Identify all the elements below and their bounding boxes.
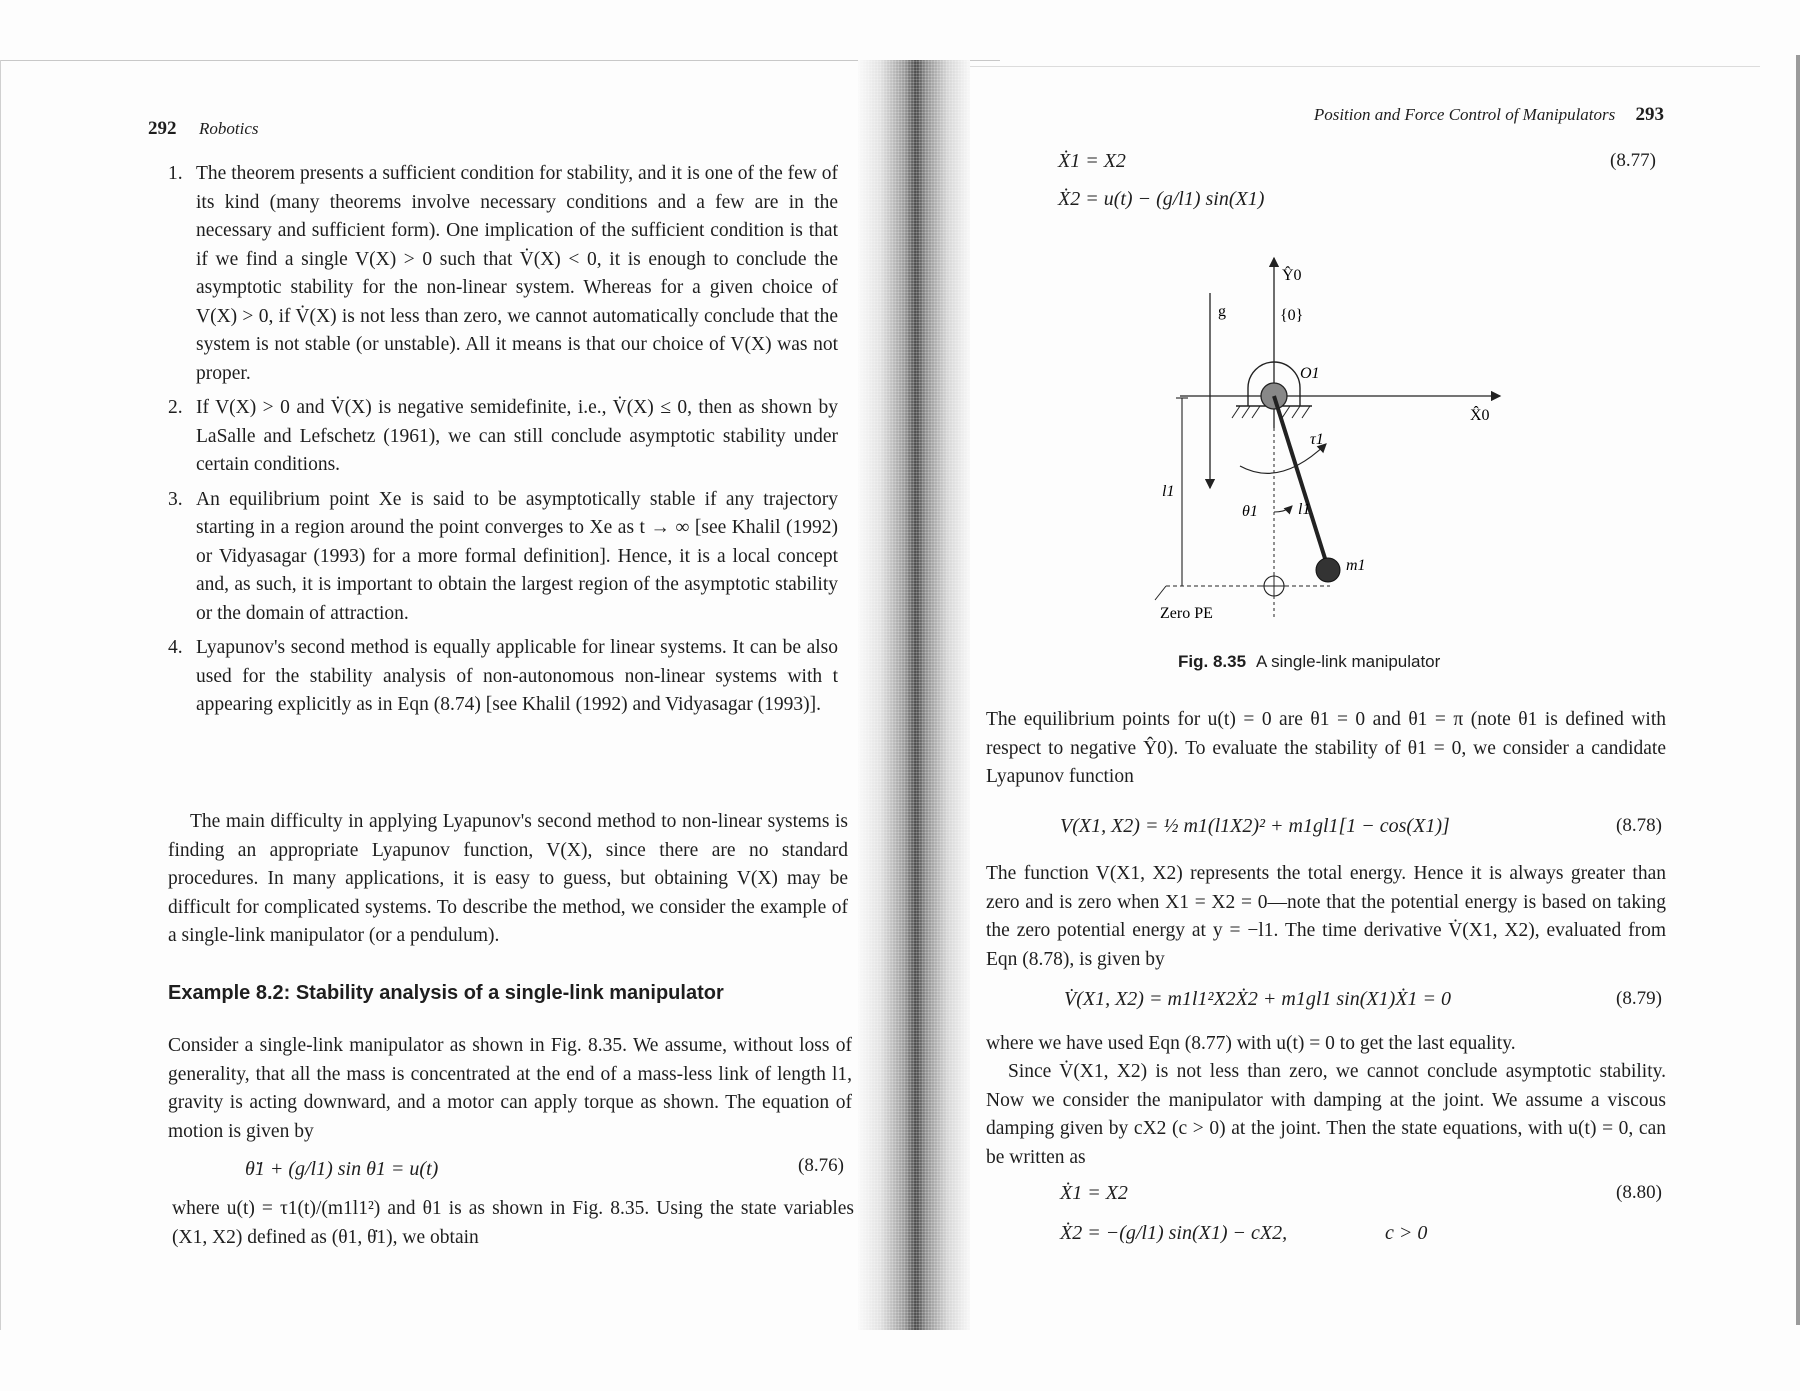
running-title: Position and Force Control of Manipulators [1313, 105, 1616, 124]
list-item [168, 486, 838, 629]
equation-8-79: V̇(X1, X2) = m1l1²X2Ẋ2 + m1gl1 sin(X1)Ẋ1 = 0 [1064, 988, 1451, 1010]
figure-single-link-manipulator [1130, 248, 1530, 628]
list-text: Lyapunov's second method is equally applicable for linear systems. It can be also used for the stability analysis of non-autonomous non-linear systems with t appearing explicitly as in Eqn (8.74) [see Khalil (1992) and Vidyasagar (1993)]. [196, 637, 838, 715]
link-l1 [1274, 396, 1328, 568]
list-item [168, 634, 838, 720]
list-number: 3. [168, 488, 183, 510]
figure-caption-text: A single-link manipulator [1256, 652, 1441, 671]
equation-8-80-line1: Ẋ1 = X2 [1060, 1182, 1128, 1204]
equation-8-80-line2: Ẋ2 = −(g/l1) sin(X1) − cX2, [1060, 1222, 1288, 1244]
gutter-texture [858, 60, 970, 1330]
label-m1: m1 [1346, 557, 1366, 574]
paragraph-since [986, 1058, 1666, 1172]
equation-number: (8.79) [1616, 988, 1662, 1009]
figure-number: Fig. 8.35 [1178, 652, 1247, 671]
paragraph-after-eq: where u(t) = τ1(t)/(m1l1²) and θ1 is as shown in Fig. 8.35. Using the state variables (X1, X2) defined as (θ1, θ̇1), we obtain [172, 1198, 854, 1248]
right-page-header [1314, 104, 1664, 126]
equation-8-80-condition: c > 0 [1385, 1222, 1428, 1244]
manipulator-diagram [1130, 248, 1530, 628]
page-number: 292 [148, 118, 177, 139]
numbered-list [168, 160, 838, 726]
label-g: g [1218, 303, 1226, 320]
list-text: The theorem presents a sufficient condition for stability, and it is one of the few of its kind (many theorems involve necessary conditions and a few are in the necessary and sufficient form). One implication of the sufficient condition is that if we find a single V(X) > 0 such that V̇(X) < 0, it is enough to conclude the asymptotic stability for the non-linear system. Whereas for a given choice of V(X) > 0, if V̇(X) is not less than zero, we cannot automatically conclude that the system is not stable (or unstable). All it means is that our choice of V(X) was not proper. [196, 163, 838, 384]
paragraph-main-difficulty [168, 808, 848, 951]
paragraph-used: where we have used Eqn (8.77) with u(t) = 0 to get the last equality. [986, 1033, 1516, 1054]
figure-caption [1178, 652, 1440, 672]
paragraph-energy: The function V(X1, X2) represents the total energy. Hence it is always greater than zero and is zero when X1 = X2 = 0—note that the potential energy is based on taking the zero potential energy at y = −l1. The time derivative V̇(X1, X2), evaluated from Eqn (8.78), is given by [986, 863, 1666, 970]
equation-8-76: θ̈1 + (g/l1) sin θ1 = u(t) [245, 1158, 439, 1180]
list-item [168, 160, 838, 388]
label-frame: {0} [1280, 307, 1304, 324]
list-item [168, 394, 838, 480]
paragraph-text: Since V̇(X1, X2) is not less than zero, we cannot conclude asymptotic stability. Now we consider the manipulator with damping at the joint. We assume a viscous damping given by cX2 (c > 0) at the joint. Then the state equations, with u(t) = 0, can be written as [986, 1061, 1666, 1168]
page-number: 293 [1635, 104, 1664, 125]
left-page-header [148, 118, 259, 140]
label-zero-pe: Zero PE [1160, 605, 1213, 622]
list-number: 1. [168, 163, 183, 184]
equation-8-78: V(X1, X2) = ½ m1(l1X2)² + m1gl1[1 − cos(X1)] [1060, 815, 1450, 837]
equation-number: (8.77) [1610, 150, 1656, 171]
label-theta1: θ1 [1242, 503, 1258, 520]
paragraph-text: The main difficulty in applying Lyapunov's second method to non-linear systems is finding an appropriate Lyapunov function, V(X), since there are no standard procedures. In many applications, it is easy to guess, but obtaining V(X) may be difficult for complicated systems. To describe the method, we consider the example of a single-link manipulator (or a pendulum). [168, 811, 848, 946]
label-y0: Ŷ0 [1282, 267, 1302, 284]
label-tau1: τ1 [1310, 431, 1324, 448]
theta-arc [1274, 506, 1292, 512]
equation-number: (8.78) [1616, 815, 1662, 836]
equation-8-77-line1: Ẋ1 = X2 [1058, 150, 1126, 172]
equation-number: (8.76) [798, 1155, 844, 1176]
torque-arc [1240, 444, 1326, 473]
equation-8-77-line2: Ẋ2 = u(t) − (g/l1) sin(X1) [1058, 188, 1265, 210]
list-text: An equilibrium point Xe is said to be asymptotically stable if any trajectory starting in a region around the point converges to Xe as t → ∞ [see Khalil (1992) or Vidyasagar (1993) for a more formal definition]. Hence, it is a local concept and, as such, it is important to obtain the largest region of the asymptotic stability or the domain of attraction. [196, 488, 838, 624]
paragraph-example: Consider a single-link manipulator as shown in Fig. 8.35. We assume, without loss of generality, that all the mass is concentrated at the end of a mass-less link of length l1, gravity is acting downward, and a motor can apply torque as shown. The equation of motion is given by [168, 1035, 852, 1142]
page-edge-rule [860, 66, 1760, 67]
page-edge-rule [0, 60, 1000, 61]
list-number: 2. [168, 397, 183, 418]
page-edge-left [0, 60, 41, 1330]
label-l1-left: l1 [1162, 483, 1175, 500]
running-title: Robotics [199, 119, 259, 138]
mass-m1 [1316, 558, 1340, 582]
example-title: Example 8.2: Stability analysis of a single-link manipulator [168, 982, 724, 1004]
label-x0: X̂0 [1470, 407, 1490, 424]
list-text: If V(X) > 0 and V̇(X) is negative semidefinite, i.e., V̇(X) ≤ 0, then as shown by LaSalle and Lefschetz (1961), we can still conclude asymptotic stability under certain conditions. [196, 397, 838, 475]
label-l1-right: l1 [1298, 501, 1311, 518]
paragraph-equilibrium: The equilibrium points for u(t) = 0 are θ1 = 0 and θ1 = π (note θ1 is defined with respect to negative Ŷ0). To evaluate the stability of θ1 = 0, we consider a candidate Lyapunov function [986, 709, 1666, 787]
list-number: 4. [168, 637, 183, 658]
label-o1: O1 [1300, 365, 1320, 382]
equation-number: (8.80) [1616, 1182, 1662, 1203]
page-edge-right [1796, 55, 1800, 1325]
